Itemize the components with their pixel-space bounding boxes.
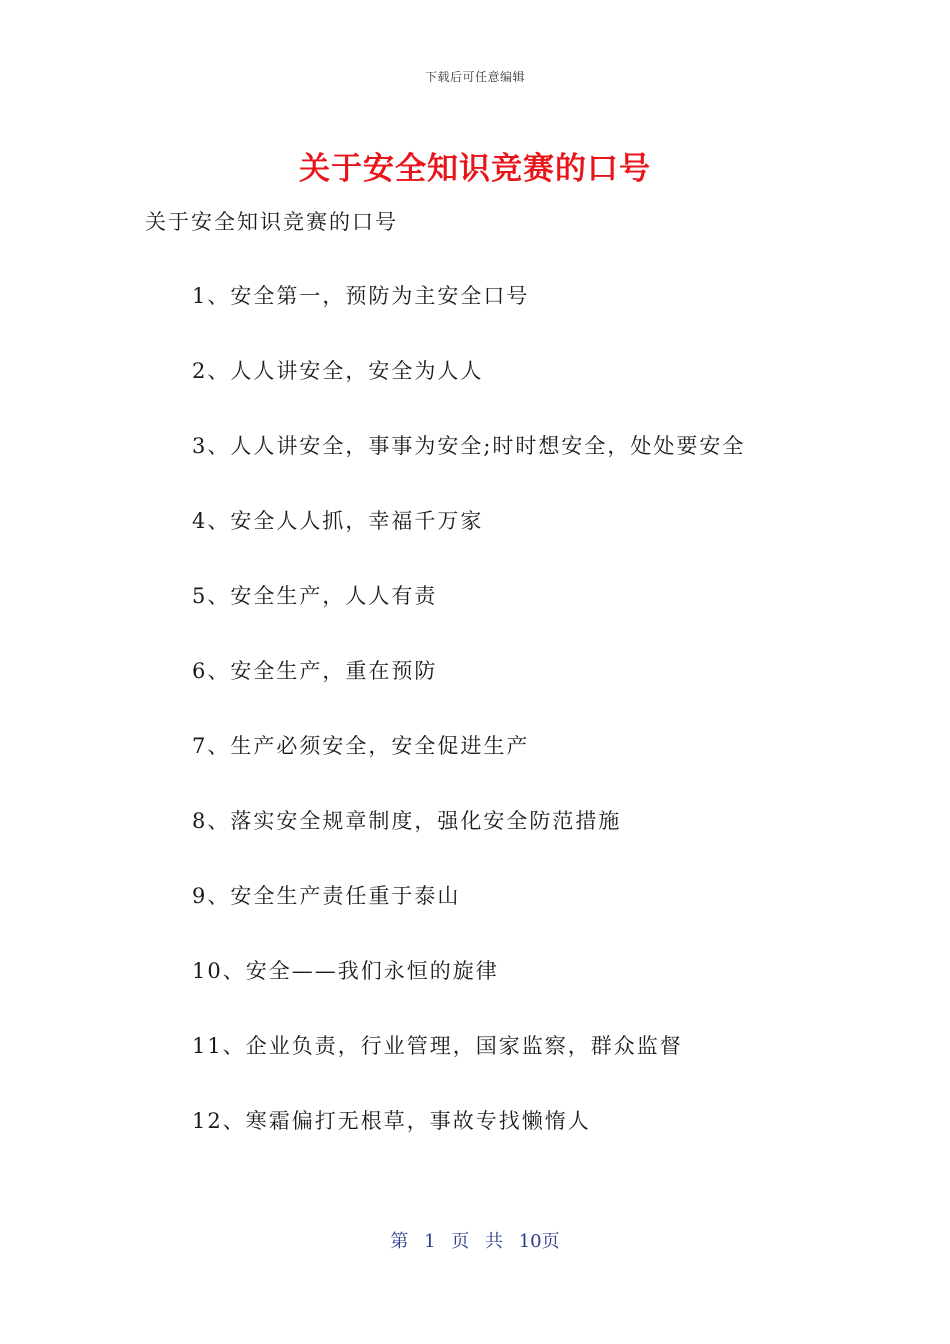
page-footer xyxy=(0,1227,950,1253)
slogan-item-6: 6、安全生产，重在预防 xyxy=(192,659,438,683)
total-prefix: 共 xyxy=(485,1231,503,1252)
slogan-item-2: 2、人人讲安全，安全为人人 xyxy=(192,359,484,383)
document-subtitle: 关于安全知识竞赛的口号 xyxy=(145,210,398,234)
slogan-item-8: 8、落实安全规章制度，强化安全防范措施 xyxy=(192,809,622,833)
page-number: 1 xyxy=(424,1231,436,1252)
slogan-item-11: 11、企业负责，行业管理，国家监察，群众监督 xyxy=(192,1034,683,1058)
slogan-item-3: 3、人人讲安全，事事为安全;时时想安全，处处要安全 xyxy=(192,434,746,458)
page-unit: 页 xyxy=(451,1231,470,1252)
header-note: 下载后可任意编辑 xyxy=(424,70,525,84)
slogan-item-9: 9、安全生产责任重于泰山 xyxy=(192,884,461,908)
slogan-item-4: 4、安全人人抓，幸福千万家 xyxy=(192,509,484,533)
slogan-item-12: 12、寒霜偏打无根草，事故专找懒惰人 xyxy=(192,1109,591,1133)
slogan-item-1: 1、安全第一，预防为主安全口号 xyxy=(192,284,530,308)
page-prefix: 第 xyxy=(390,1231,409,1252)
document-title: 关于安全知识竞赛的口号 xyxy=(299,151,651,187)
slogan-item-5: 5、安全生产，人人有责 xyxy=(192,584,438,608)
slogan-item-10: 10、安全——我们永恒的旋律 xyxy=(192,959,499,983)
total-pages: 10页 xyxy=(518,1231,560,1252)
slogan-item-7: 7、生产必须安全，安全促进生产 xyxy=(192,734,530,758)
slogan-list xyxy=(192,280,745,1180)
